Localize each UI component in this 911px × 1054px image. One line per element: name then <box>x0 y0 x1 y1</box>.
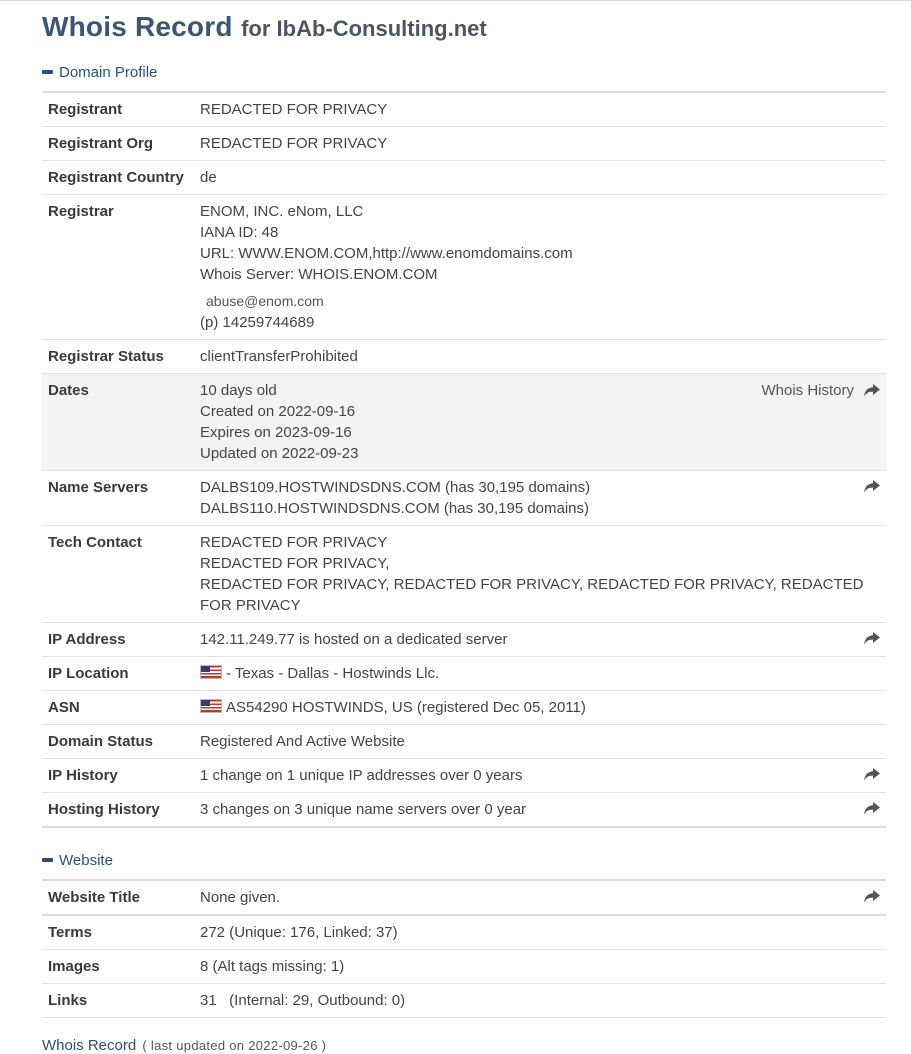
row-hosting-history <box>42 793 886 828</box>
row-value: 142.11.249.77 is hosted on a dedicated server <box>200 631 508 648</box>
domain-profile-table <box>42 91 886 828</box>
row-name-servers <box>42 471 886 526</box>
row-value: REDACTED FOR PRIVACY <box>200 135 388 152</box>
row-dates <box>42 374 886 471</box>
minus-icon <box>42 858 53 862</box>
row-registrar-status <box>42 340 886 374</box>
row-value <box>200 532 886 616</box>
row-images <box>42 950 886 984</box>
page-title <box>42 11 886 43</box>
whois-history-link[interactable] <box>761 380 880 401</box>
row-label: Registrar <box>48 203 114 220</box>
tech-contact-line-1: REDACTED FOR PRIVACY <box>200 534 388 551</box>
row-label: Hosting History <box>48 801 160 818</box>
row-label: Domain Status <box>48 733 154 750</box>
row-value: 31 (Internal: 29, Outbound: 0) <box>200 992 406 1009</box>
us-flag-icon <box>200 699 222 713</box>
registrar-iana-id: IANA ID: 48 <box>200 224 279 241</box>
row-value: clientTransferProhibited <box>200 348 358 365</box>
row-label: IP History <box>48 767 118 784</box>
updated-date: Updated on 2022-09-23 <box>200 445 359 462</box>
row-value: Registered And Active Website <box>200 733 405 750</box>
minus-icon <box>42 70 53 74</box>
page-title-main: Whois Record <box>42 11 233 42</box>
row-domain-status <box>42 725 886 759</box>
footer <box>42 1037 886 1054</box>
registrar-phone-line <box>200 312 874 333</box>
tech-contact-line-3: REDACTED FOR PRIVACY, REDACTED FOR PRIVACY, REDACTED FOR PRIVACY, REDACTED FOR PRIVACY <box>200 576 864 614</box>
name-server-1: DALBS109.HOSTWINDSDNS.COM (has 30,195 domains) <box>200 479 591 496</box>
share-arrow-icon[interactable] <box>864 802 880 815</box>
domain-profile-toggle[interactable] <box>42 62 886 82</box>
row-value <box>200 663 886 684</box>
row-label: Registrant <box>48 101 123 118</box>
row-value: 272 (Unique: 176, Linked: 37) <box>200 924 398 941</box>
row-ip-history <box>42 759 886 793</box>
ip-location-text: - Texas - Dallas - Hostwinds Llc. <box>226 665 440 682</box>
row-registrant-country <box>42 161 886 195</box>
row-value <box>200 697 886 718</box>
row-website-title <box>42 881 886 916</box>
row-links <box>42 984 886 1018</box>
row-label: Dates <box>48 382 89 399</box>
asn-text: AS54290 HOSTWINDS, US (registered Dec 05, 2011) <box>226 699 586 716</box>
row-registrant-org <box>42 127 886 161</box>
expires-date: Expires on 2023-09-16 <box>200 424 352 441</box>
row-registrant <box>42 93 886 127</box>
row-terms <box>42 916 886 950</box>
tech-contact-line-2: REDACTED FOR PRIVACY, <box>200 555 390 572</box>
website-toggle[interactable] <box>42 850 886 870</box>
row-ip-address <box>42 623 886 657</box>
row-value <box>200 477 886 519</box>
row-value: REDACTED FOR PRIVACY <box>200 101 388 118</box>
row-value: 1 change on 1 unique IP addresses over 0 years <box>200 767 523 784</box>
domain-profile-heading: Domain Profile <box>59 63 158 81</box>
footer-whois-record-link[interactable]: Whois Record <box>42 1037 137 1054</box>
phone-prefix: (p) <box>200 314 219 331</box>
website-table <box>42 879 886 1018</box>
us-flag-icon <box>200 665 222 679</box>
row-value: 8 (Alt tags missing: 1) <box>200 958 345 975</box>
registrar-abuse-email: abuse@enom.com <box>206 293 324 309</box>
registrar-url: URL: WWW.ENOM.COM,http://www.enomdomains.com <box>200 245 573 262</box>
row-value <box>200 201 886 333</box>
row-tech-contact <box>42 526 886 623</box>
row-asn <box>42 691 886 725</box>
row-label: Tech Contact <box>48 534 142 551</box>
row-label: IP Address <box>48 631 126 648</box>
website-heading: Website <box>59 851 113 869</box>
share-arrow-icon[interactable] <box>864 480 880 493</box>
row-label: Terms <box>48 924 92 941</box>
whois-content <box>42 0 886 1054</box>
page-title-domain: for IbAb-Consulting.net <box>241 16 487 41</box>
row-label: IP Location <box>48 665 129 682</box>
registrar-whois-server: Whois Server: WHOIS.ENOM.COM <box>200 266 438 283</box>
row-ip-location <box>42 657 886 691</box>
registrar-phone: 14259744689 <box>222 314 315 331</box>
name-server-2: DALBS110.HOSTWINDSDNS.COM (has 30,195 domains) <box>200 500 590 517</box>
row-label: Images <box>48 958 100 975</box>
row-value: 3 changes on 3 unique name servers over 0 year <box>200 801 527 818</box>
share-arrow-icon[interactable] <box>864 768 880 781</box>
registrar-name: ENOM, INC. eNom, LLC <box>200 203 364 220</box>
row-label: Registrant Country <box>48 169 184 186</box>
created-date: Created on 2022-09-16 <box>200 403 356 420</box>
row-label: Links <box>48 992 88 1009</box>
row-label: ASN <box>48 699 80 716</box>
share-arrow-icon[interactable] <box>864 632 880 645</box>
row-registrar <box>42 195 886 340</box>
row-value: de <box>200 169 217 186</box>
share-arrow-icon <box>864 384 880 397</box>
row-value: None given. <box>200 889 281 906</box>
row-label: Website Title <box>48 889 140 906</box>
domain-age: 10 days old <box>200 382 277 399</box>
footer-last-updated: ( last updated on 2022-09-26 ) <box>142 1038 327 1053</box>
row-label: Registrar Status <box>48 348 164 365</box>
row-label: Name Servers <box>48 479 149 496</box>
share-arrow-icon[interactable] <box>864 890 880 903</box>
whois-history-label: Whois History <box>761 382 854 399</box>
row-label: Registrant Org <box>48 135 154 152</box>
